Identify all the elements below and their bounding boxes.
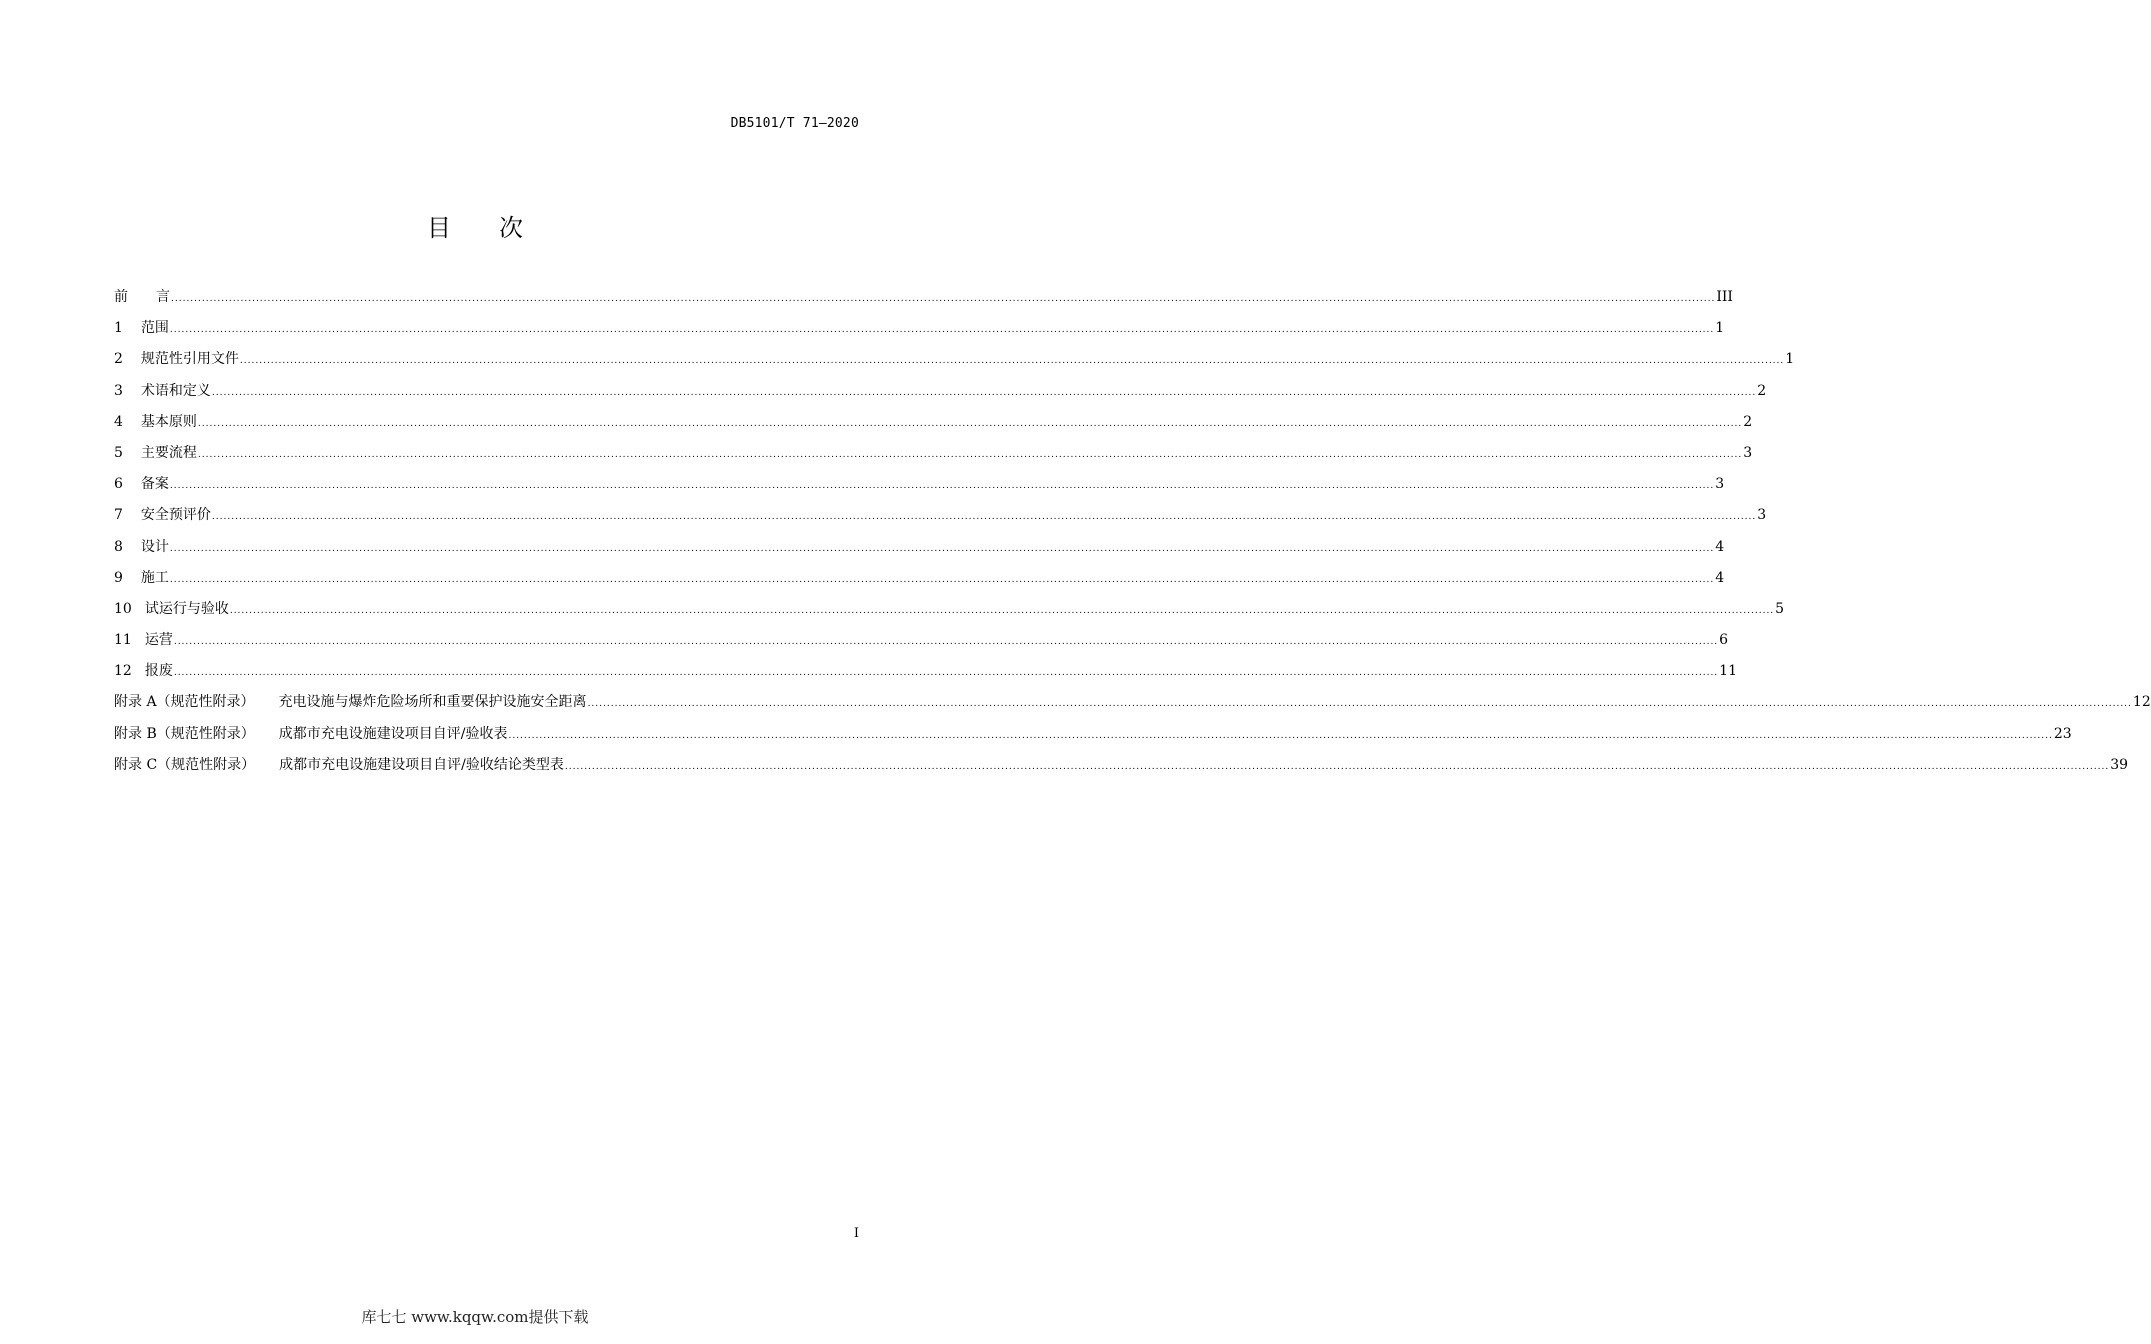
toc-entry-title: 充电设施与爆炸危险场所和重要保护设施安全距离 bbox=[278, 694, 587, 711]
toc-entry-title: 备案 bbox=[140, 476, 169, 493]
toc-entry-number: 附录 A（规范性附录） bbox=[114, 694, 255, 711]
toc-entry[interactable] bbox=[114, 317, 1725, 348]
toc-entry-title: 试运行与验收 bbox=[144, 600, 229, 617]
toc-leader-dots: ................................................................................................................................................................................................................................................................................................................................................................................................................ bbox=[508, 730, 2053, 741]
toc-entry-page: 4 bbox=[1715, 569, 1725, 586]
toc-entry-page: 2 bbox=[1757, 382, 1767, 399]
toc-entry-number: 11 bbox=[114, 632, 132, 649]
toc-entry-page: 5 bbox=[1775, 600, 1785, 617]
toc-entry-title: 设计 bbox=[140, 538, 169, 555]
toc-leader-dots: ................................................................................................................................................................................................................................................................................................................................................................................................................ bbox=[173, 637, 1719, 648]
toc-entry[interactable] bbox=[114, 536, 1725, 567]
toc-entry-page: 3 bbox=[1757, 507, 1767, 524]
toc-entry-title: 范围 bbox=[140, 320, 169, 337]
toc-entry-title: 安全预评价 bbox=[140, 507, 211, 524]
toc-entry-page: 1 bbox=[1785, 351, 1795, 368]
toc-entry[interactable] bbox=[114, 411, 1753, 442]
toc-entry[interactable] bbox=[114, 380, 1767, 411]
toc-entry-number: 10 bbox=[114, 600, 132, 617]
toc-entry[interactable] bbox=[114, 629, 1729, 660]
toc-entry[interactable] bbox=[114, 348, 1795, 379]
toc-leader-dots: ................................................................................................................................................................................................................................................................................................................................................................................................................ bbox=[169, 481, 1715, 492]
toc-entry-number: 9 bbox=[114, 569, 123, 586]
toc-entry-page: 11 bbox=[1719, 663, 1737, 680]
toc-entry-title: 报废 bbox=[144, 663, 173, 680]
toc-entry-number: 1 bbox=[114, 320, 123, 337]
toc-entry-number: 12 bbox=[114, 663, 132, 680]
toc-leader-dots: ................................................................................................................................................................................................................................................................................................................................................................................................................ bbox=[211, 512, 1757, 523]
toc-entry[interactable] bbox=[114, 660, 1737, 691]
toc-entry-page: 1 bbox=[1715, 320, 1725, 337]
toc-entry-title: 基本原则 bbox=[140, 413, 197, 430]
toc-entry-number: 7 bbox=[114, 507, 123, 524]
toc-entry-page: 23 bbox=[2053, 725, 2072, 742]
toc-entry-title: 前 言 bbox=[114, 289, 170, 305]
toc-entry-page: 12 bbox=[2132, 694, 2151, 711]
toc-entry-title: 主要流程 bbox=[140, 444, 197, 461]
toc-leader-dots: ................................................................................................................................................................................................................................................................................................................................................................................................................ bbox=[197, 418, 1743, 429]
toc-entry-number: 附录 B（规范性附录） bbox=[114, 725, 255, 742]
toc-entry-number: 2 bbox=[114, 351, 123, 368]
toc-leader-dots: ................................................................................................................................................................................................................................................................................................................................................................................................................ bbox=[169, 543, 1715, 554]
toc-leader-dots: ................................................................................................................................................................................................................................................................................................................................................................................................................ bbox=[171, 294, 1716, 304]
toc-leader-dots: ................................................................................................................................................................................................................................................................................................................................................................................................................ bbox=[239, 356, 1785, 367]
toc-leader-dots: ................................................................................................................................................................................................................................................................................................................................................................................................................ bbox=[169, 574, 1715, 585]
toc-leader-dots: ................................................................................................................................................................................................................................................................................................................................................................................................................ bbox=[587, 699, 2132, 710]
toc-entry-title: 施工 bbox=[140, 569, 169, 586]
footer-watermark: 库七七 www.kqqw.com提供下载 bbox=[361, 1308, 589, 1326]
toc-leader-dots: ................................................................................................................................................................................................................................................................................................................................................................................................................ bbox=[169, 325, 1715, 336]
toc-entry[interactable] bbox=[114, 691, 2151, 722]
toc-entry-number: 附录 C（规范性附录） bbox=[114, 756, 256, 773]
toc-entry-page: 39 bbox=[2110, 756, 2129, 773]
document-code: DB5101/T 71—2020 bbox=[730, 116, 859, 131]
toc-entry[interactable] bbox=[114, 473, 1725, 504]
toc-leader-dots: ................................................................................................................................................................................................................................................................................................................................................................................................................ bbox=[197, 449, 1743, 460]
page-title: 目次 bbox=[427, 214, 571, 242]
toc-entry[interactable] bbox=[114, 504, 1767, 535]
toc-entry-page: 3 bbox=[1715, 476, 1725, 493]
toc-entry-page: 4 bbox=[1715, 538, 1725, 555]
toc-entry-number: 8 bbox=[114, 538, 123, 555]
toc-entry[interactable] bbox=[114, 754, 2129, 785]
toc-entry-page: 6 bbox=[1719, 632, 1729, 649]
toc-entry-title: 运营 bbox=[144, 632, 173, 649]
toc-leader-dots: ................................................................................................................................................................................................................................................................................................................................................................................................................ bbox=[211, 387, 1757, 398]
toc-leader-dots: ................................................................................................................................................................................................................................................................................................................................................................................................................ bbox=[229, 605, 1775, 616]
page-number: I bbox=[853, 1226, 859, 1241]
toc-entry-number: 5 bbox=[114, 444, 123, 461]
toc-entry-page: 2 bbox=[1743, 413, 1753, 430]
toc-leader-dots: ................................................................................................................................................................................................................................................................................................................................................................................................................ bbox=[564, 761, 2110, 772]
toc-entry-title: 成都市充电设施建设项目自评/验收表 bbox=[278, 725, 508, 742]
toc-leader-dots: ................................................................................................................................................................................................................................................................................................................................................................................................................ bbox=[173, 668, 1719, 679]
toc-entry-number: 4 bbox=[114, 413, 123, 430]
table-of-contents bbox=[114, 286, 2151, 785]
toc-entry-title: 术语和定义 bbox=[140, 382, 211, 399]
toc-entry[interactable] bbox=[114, 723, 2072, 754]
toc-entry-number: 6 bbox=[114, 476, 123, 493]
toc-entry-title: 成都市充电设施建设项目自评/验收结论类型表 bbox=[279, 756, 564, 773]
toc-entry[interactable] bbox=[114, 598, 1785, 629]
toc-entry[interactable] bbox=[114, 442, 1753, 473]
toc-entry-number: 3 bbox=[114, 382, 123, 399]
toc-entry[interactable] bbox=[114, 567, 1725, 598]
toc-entry-title: 规范性引用文件 bbox=[140, 351, 239, 368]
toc-entry[interactable] bbox=[114, 286, 1733, 317]
toc-entry-page: III bbox=[1716, 289, 1733, 305]
toc-entry-page: 3 bbox=[1743, 444, 1753, 461]
